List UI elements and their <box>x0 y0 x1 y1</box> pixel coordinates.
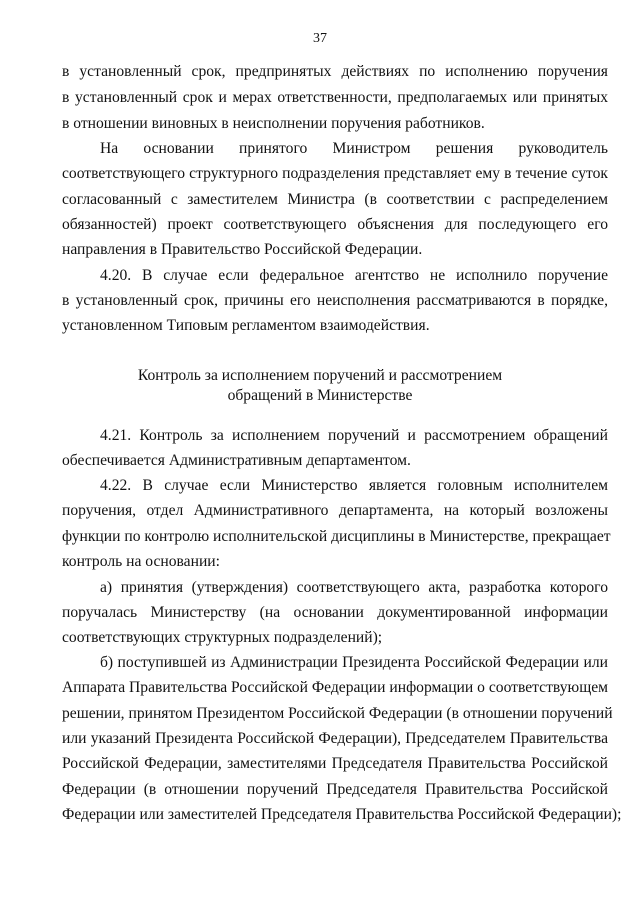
paragraph-line: или указаний Президента Российской Федерации), Председателем Правительства <box>62 730 608 747</box>
page-number: 37 <box>313 31 327 46</box>
paragraph-line: обеспечивается Административным департаментом. <box>62 452 411 469</box>
paragraph-line: 4.22. В случае если Министерство является головным исполнителем <box>100 477 608 494</box>
paragraph-line: поручалась Министерству (на основании документированной информации <box>62 604 608 621</box>
paragraph-line: соответствующих структурных подразделений); <box>62 629 383 646</box>
paragraph-line: решении, принятом Президентом Российской Федерации (в отношении поручений <box>62 705 613 722</box>
paragraph-line: контроль на основании: <box>62 553 220 570</box>
paragraph-line: согласованный с заместителем Министра (в соответствии с распределением <box>62 191 608 208</box>
paragraph-line: в установленный срок и мерах ответственности, предполагаемых или принятых <box>62 89 608 106</box>
paragraph-line: 4.20. В случае если федеральное агентство не исполнило поручение <box>100 267 608 284</box>
section-heading: обращений в Министерстве <box>227 387 413 404</box>
paragraph-line: Федерации (в отношении поручений Председателя Правительства Российской <box>62 781 608 798</box>
paragraph-line: Федерации или заместителей Председателя Правительства Российской Федерации); <box>62 806 622 823</box>
paragraph-line: соответствующего структурного подразделения представляет ему в течение суток <box>62 165 608 182</box>
paragraph-line: Российской Федерации, заместителями Председателя Правительства Российской <box>62 755 608 772</box>
paragraph-line: направления в Правительство Российской Федерации. <box>62 241 423 258</box>
paragraph-line: в установленный срок, причины его неисполнения рассматриваются в порядке, <box>62 292 608 309</box>
paragraph-line: поручения, отдел Административного департамента, на который возложены <box>62 502 608 519</box>
paragraph-line: На основании принятого Министром решения руководитель <box>100 140 608 157</box>
section-heading: Контроль за исполнением поручений и рассмотрением <box>137 367 503 384</box>
paragraph-line: а) принятия (утверждения) соответствующего акта, разработка которого <box>100 579 608 596</box>
paragraph-line: б) поступившей из Администрации Президента Российской Федерации или <box>100 654 608 671</box>
paragraph-line: в отношении виновных в неисполнении поручения работников. <box>62 115 485 132</box>
paragraph-line: обязанностей) проект соответствующего объяснения для последующего его <box>62 216 608 233</box>
paragraph-line: установленном Типовым регламентом взаимодействия. <box>62 317 430 334</box>
paragraph-line: функции по контролю исполнительской дисциплины в Министерстве, прекращает <box>62 528 611 545</box>
paragraph-line: 4.21. Контроль за исполнением поручений и рассмотрением обращений <box>100 427 608 444</box>
paragraph-line: в установленный срок, предпринятых действиях по исполнению поручения <box>62 63 608 80</box>
paragraph-line: Аппарата Правительства Российской Федерации информации о соответствующем <box>62 679 608 696</box>
